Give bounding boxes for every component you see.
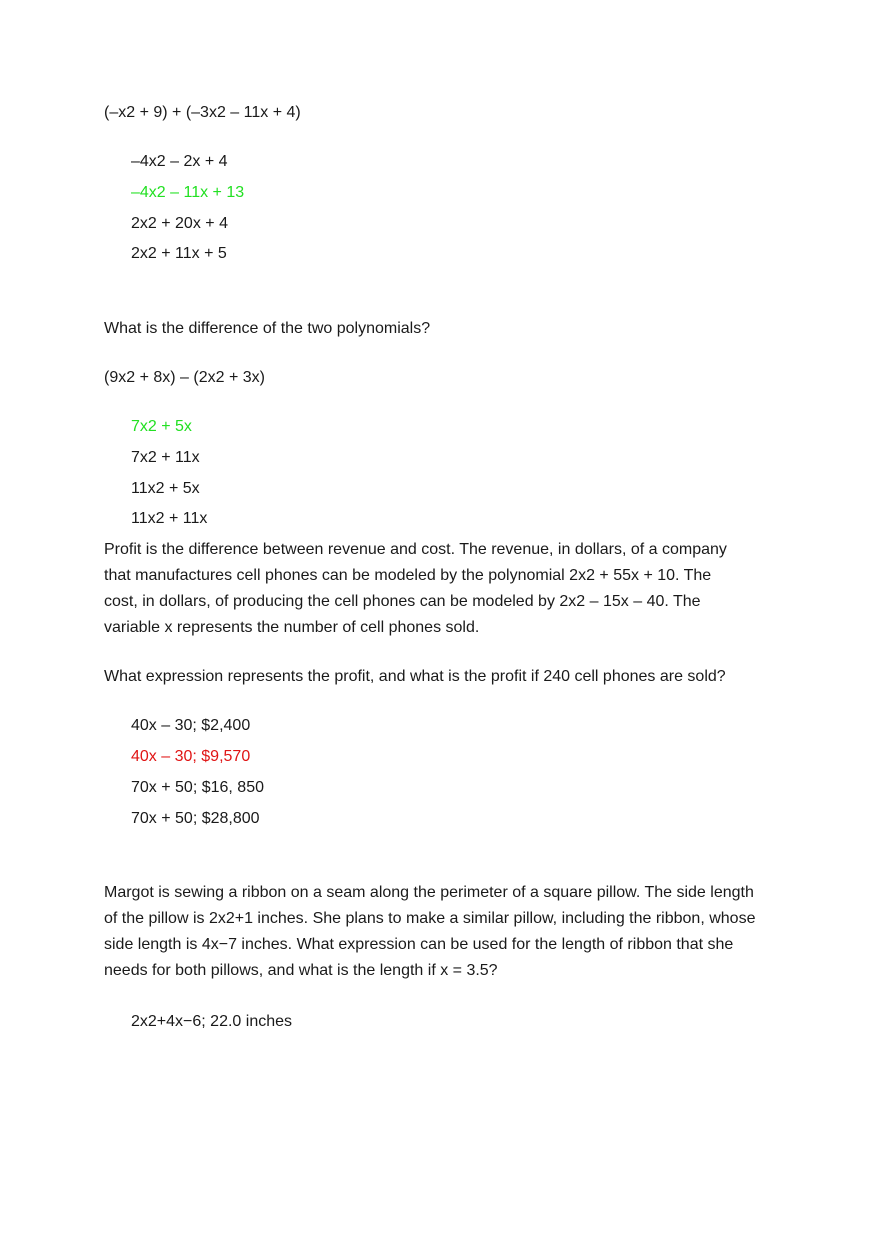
q4-paragraph-line-2: of the pillow is 2x2+1 inches. She plans to make a similar pillow, including the ribbon, whose xyxy=(104,910,756,927)
q3-option-a: 40x – 30; $2,400 xyxy=(131,717,251,734)
q1-option-b-correct: –4x2 – 11x + 13 xyxy=(131,184,245,201)
q3-option-c: 70x + 50; $16, 850 xyxy=(131,779,264,796)
q3-option-b-selected-wrong: 40x – 30; $9,570 xyxy=(131,748,251,765)
q3-paragraph-line-1: Profit is the difference between revenue and cost. The revenue, in dollars, of a company xyxy=(104,541,727,558)
q2-option-b: 7x2 + 11x xyxy=(131,449,200,466)
q4-paragraph-line-1: Margot is sewing a ribbon on a seam along the perimeter of a square pillow. The side length xyxy=(104,884,754,901)
q4-paragraph-line-4: needs for both pillows, and what is the length if x = 3.5? xyxy=(104,962,498,979)
q3-option-d: 70x + 50; $28,800 xyxy=(131,810,260,827)
q3-paragraph-line-4: variable x represents the number of cell phones sold. xyxy=(104,619,480,636)
q1-option-d: 2x2 + 11x + 5 xyxy=(131,245,227,262)
q2-option-a-correct: 7x2 + 5x xyxy=(131,418,192,435)
q3-paragraph-line-2: that manufactures cell phones can be modeled by the polynomial 2x2 + 55x + 10. The xyxy=(104,567,712,584)
q3-paragraph-line-3: cost, in dollars, of producing the cell phones can be modeled by 2x2 – 15x – 40. The xyxy=(104,593,701,610)
q2-expression: (9x2 + 8x) – (2x2 + 3x) xyxy=(104,369,265,386)
q2-option-d: 11x2 + 11x xyxy=(131,510,208,527)
q4-option-a: 2x2+4x−6; 22.0 inches xyxy=(131,1013,293,1030)
q2-option-c: 11x2 + 5x xyxy=(131,480,200,497)
q1-option-a: –4x2 – 2x + 4 xyxy=(131,153,228,170)
q3-prompt: What expression represents the profit, and what is the profit if 240 cell phones are sold? xyxy=(104,668,726,685)
q1-expression: (–x2 + 9) + (–3x2 – 11x + 4) xyxy=(104,104,301,121)
q4-paragraph-line-3: side length is 4x−7 inches. What expression can be used for the length of ribbon that she xyxy=(104,936,734,953)
q1-option-c: 2x2 + 20x + 4 xyxy=(131,215,228,232)
q2-prompt: What is the difference of the two polynomials? xyxy=(104,320,431,337)
